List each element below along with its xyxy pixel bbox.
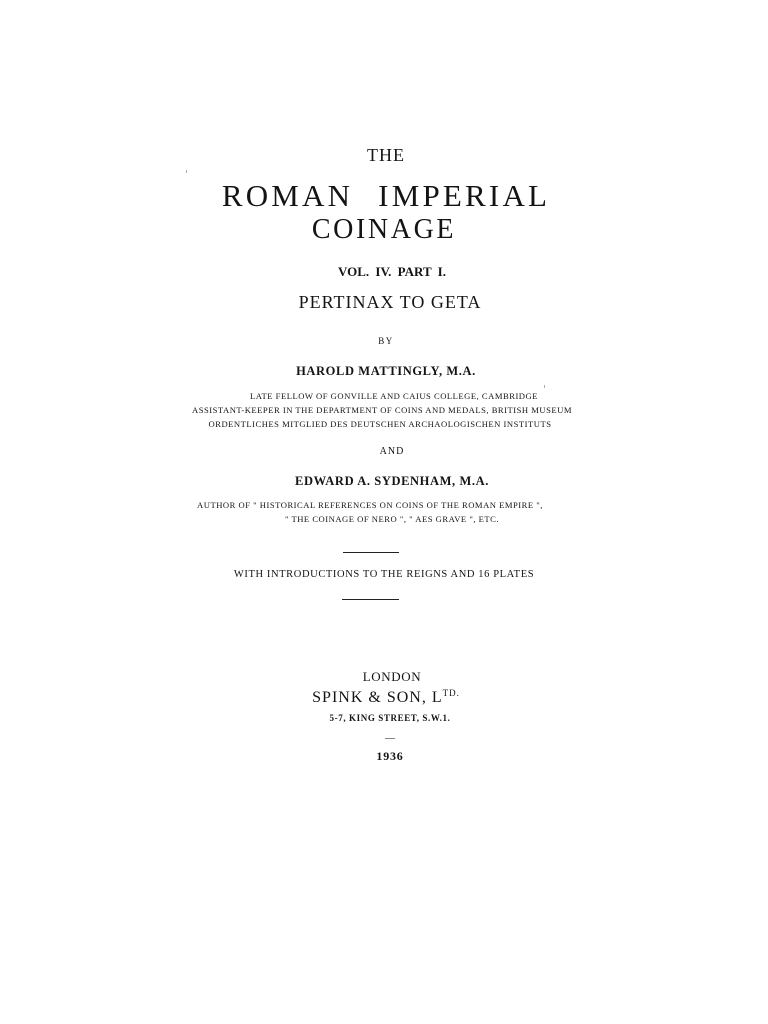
- author-name-2: EDWARD A. SYDENHAM, M.A.: [295, 474, 489, 488]
- divider-rule: [343, 552, 399, 553]
- author-2-credential: AUTHOR OF " HISTORICAL REFERENCES ON COINS OF THE ROMAN EMPIRE ",: [197, 500, 543, 510]
- volume-subtitle: PERTINAX TO GETA: [298, 292, 482, 312]
- author-2-credential: " THE COINAGE OF NERO ", " AES GRAVE ", ETC.: [284, 514, 500, 524]
- volume-designation: VOL. IV. PART I.: [338, 264, 446, 279]
- and-label: AND: [379, 446, 405, 457]
- introductions-note: WITH INTRODUCTIONS TO THE REIGNS AND 16 PLATES: [233, 569, 535, 580]
- author-1-credential: ASSISTANT-KEEPER IN THE DEPARTMENT OF COINS AND MEDALS, BRITISH MUSEUM: [192, 405, 572, 415]
- series-article: THE: [367, 145, 405, 165]
- publisher-name: SPINK & SON, L: [312, 689, 443, 706]
- book-title-line-2: COINAGE: [311, 214, 457, 245]
- publisher-suffix: TD.: [442, 688, 460, 698]
- author-name-1: HAROLD MATTINGLY, M.A.: [296, 364, 476, 378]
- by-label: BY: [378, 336, 394, 346]
- imprint-publisher: [2, 690, 768, 706]
- scan-speck: [544, 385, 545, 388]
- author-1-credential: ORDENTLICHES MITGLIED DES DEUTSCHEN ARCHAOLOGISCHEN INSTITUTS: [208, 419, 552, 429]
- author-1-credential: LATE FELLOW OF GONVILLE AND CAIUS COLLEGE, CAMBRIDGE: [250, 391, 538, 401]
- divider-rule: [342, 599, 399, 600]
- imprint-city: LONDON: [362, 669, 422, 684]
- imprint-year: 1936: [376, 749, 404, 763]
- imprint-address: 5-7, KING STREET, S.W.1.: [329, 713, 451, 723]
- book-title-line-1: ROMAN IMPERIAL: [221, 178, 551, 213]
- imprint-dash: —: [385, 733, 395, 744]
- scan-speck: [186, 170, 187, 173]
